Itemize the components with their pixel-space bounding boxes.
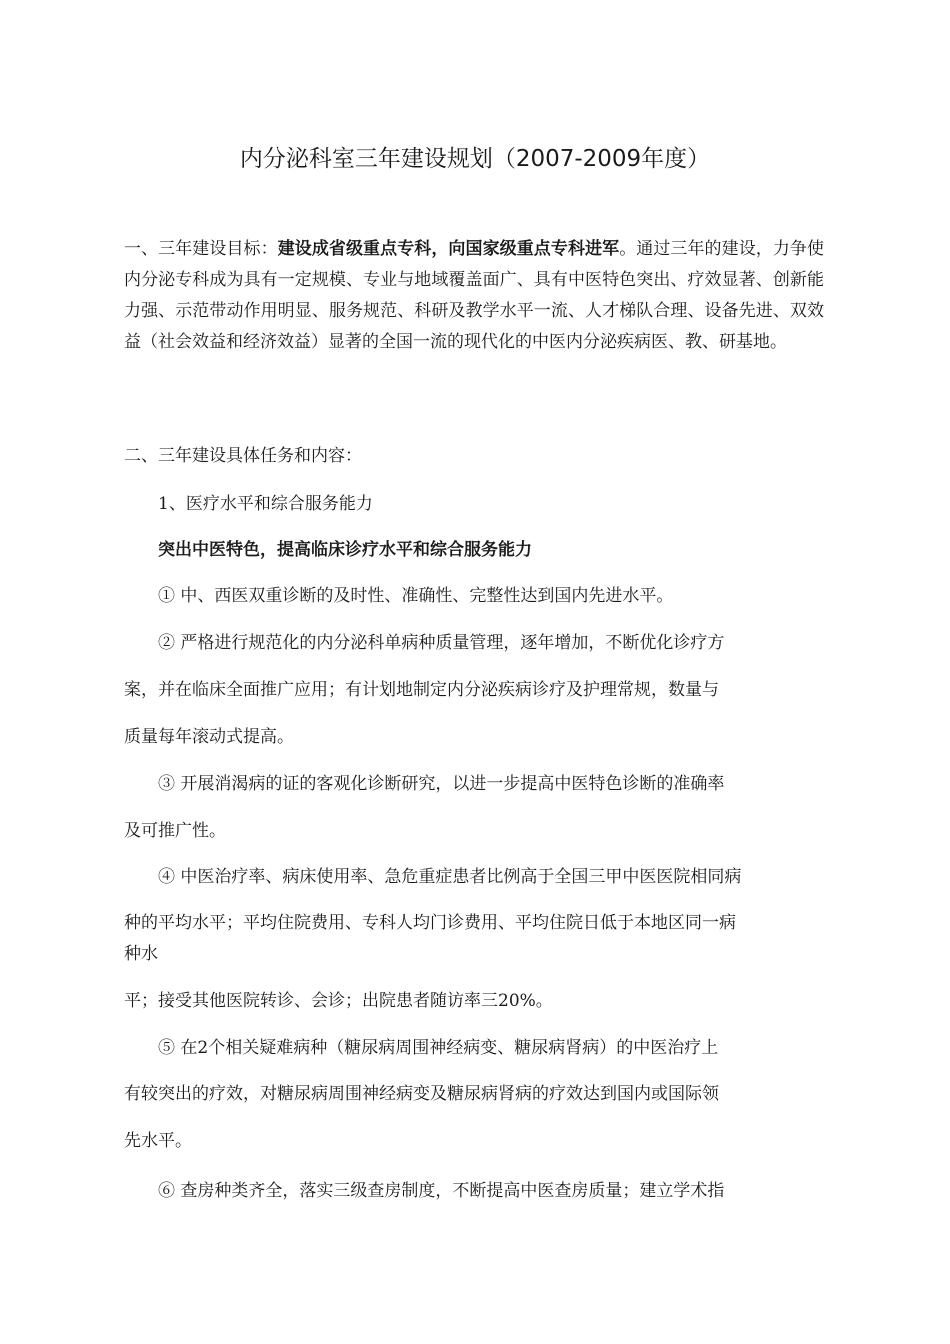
section-1-prefix: 一、三年建设目标： [124, 239, 278, 259]
item-2-line-1: ② 严格进行规范化的内分泌科单病种质量管理，逐年增加，不断优化诊疗方 [158, 633, 725, 653]
item-5-line-3: 先水平。 [124, 1131, 192, 1151]
item-2-line-3: 质量每年滚动式提高。 [124, 727, 294, 747]
section-1-body: 。通过三年的建设，力争使内分泌专科成为具有一定规模、专业与地域覆盖面广、具有中医特色突出、疗效显著、创新能力强、示范带动作用明显、服务规范、科研及教学水平一流、人才梯队合理、设备先进、双效益（社会效益和经济效益）显著的全国一流的现代化的中医内分泌疾病医、教、研基地。 [124, 239, 825, 352]
item-2-line-2: 案，并在临床全面推广应用；有计划地制定内分泌疾病诊疗及护理常规，数量与 [124, 680, 719, 700]
item-3-line-2: 及可推广性。 [124, 821, 226, 841]
section-2-heading: 二、三年建设具体任务和内容： [124, 446, 362, 466]
item-4-line-1: ④ 中医治疗率、病床使用率、急危重症患者比例高于全国三甲中医医院相同病 [158, 867, 742, 887]
item-4-line-4: 平；接受其他医院转诊、会诊；出院患者随访率三20%。 [124, 991, 553, 1011]
item-3-line-1: ③ 开展消渴病的证的客观化诊断研究，以进一步提高中医特色诊断的准确率 [158, 774, 725, 794]
section-1-paragraph [124, 234, 824, 358]
item-4-line-2: 种的平均水平；平均住院费用、专科人均门诊费用、平均住院日低于本地区同一病 [124, 913, 736, 933]
subsection-1-bold-heading: 突出中医特色，提高临床诊疗水平和综合服务能力 [158, 540, 532, 560]
item-6-line-1: ⑥ 查房种类齐全，落实三级查房制度，不断提高中医查房质量；建立学术指 [158, 1181, 725, 1201]
document-title: 内分泌科室三年建设规划（2007-2009年度） [239, 146, 711, 172]
subsection-1-heading: 1、医疗水平和综合服务能力 [158, 494, 373, 514]
item-5-line-1: ⑤ 在2个相关疑难病种（糖尿病周围神经病变、糖尿病肾病）的中医治疗上 [158, 1038, 719, 1058]
item-1-line-1: ① 中、西医双重诊断的及时性、准确性、完整性达到国内先进水平。 [158, 586, 674, 606]
section-1-goal-bold: 建设成省级重点专科，向国家级重点专科进军 [277, 239, 620, 259]
item-5-line-2: 有较突出的疗效，对糖尿病周围神经病变及糖尿病肾病的疗效达到国内或国际领 [124, 1084, 719, 1104]
item-4-line-3: 种水 [124, 944, 158, 964]
